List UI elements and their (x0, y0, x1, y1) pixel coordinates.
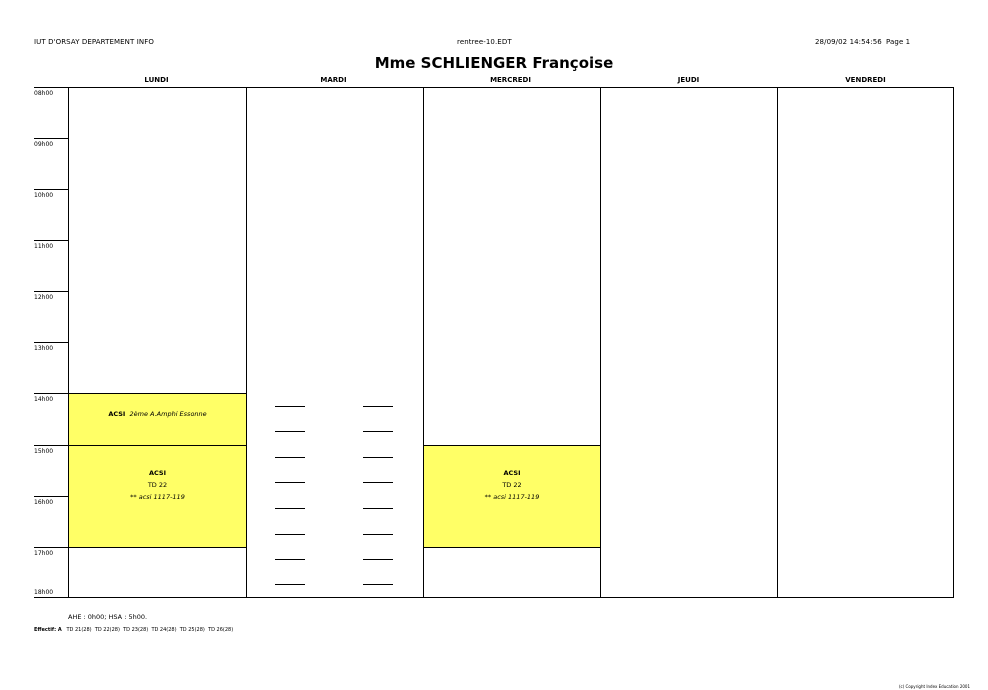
empty-slot-line (363, 431, 393, 432)
day-header-mercredi: MERCREDI (490, 76, 531, 84)
hour-label: 15h00 (34, 448, 54, 455)
header-page: Page 1 (886, 38, 911, 46)
day-header-jeudi: JEUDI (677, 76, 700, 84)
legend-item: TD 25(28) (179, 627, 205, 633)
hour-label: 09h00 (34, 141, 54, 148)
hour-label: 17h00 (34, 550, 54, 557)
empty-slot-line (275, 457, 305, 458)
event-subject: ACSI (108, 410, 126, 418)
empty-slot-line (275, 406, 305, 407)
hour-tick (34, 547, 68, 548)
event-lundi-acsi-amphi[interactable] (68, 393, 247, 446)
hour-tick (34, 291, 68, 292)
hour-tick (34, 87, 68, 88)
event-room: ** acsi 1117-119 (484, 493, 540, 501)
column-divider (777, 87, 778, 598)
event-subject: ACSI (503, 469, 521, 477)
event-detail: 2ème A.Amphi Essonne (129, 410, 207, 418)
hour-label: 18h00 (34, 589, 54, 596)
empty-slot-line (275, 584, 305, 585)
group-legend (34, 627, 233, 633)
legend-item: TD 22(28) (94, 627, 120, 633)
hour-tick (34, 189, 68, 190)
hour-tick (34, 597, 68, 598)
legend-item: TD 24(28) (151, 627, 177, 633)
empty-slot-line (275, 482, 305, 483)
hours-totals: AHE : 0h00; HSA : 5h00. (68, 613, 148, 621)
copyright-note: (c) Copyright Index Education 2001 (898, 684, 970, 689)
hour-tick (34, 496, 68, 497)
header-date: 28/09/02 14:54:56 (815, 38, 882, 46)
event-lundi-acsi-td[interactable] (68, 445, 247, 548)
hour-label: 08h00 (34, 90, 54, 97)
empty-slot-line (363, 482, 393, 483)
event-group: TD 22 (147, 481, 168, 489)
hour-tick (34, 445, 68, 446)
legend-item: TD 26(28) (208, 627, 234, 633)
header-institution: IUT D'ORSAY DEPARTEMENT INFO (34, 38, 154, 46)
hour-label: 12h00 (34, 294, 54, 301)
hour-label: 14h00 (34, 396, 54, 403)
empty-slot-line (275, 431, 305, 432)
hour-tick (34, 342, 68, 343)
hour-label: 11h00 (34, 243, 54, 250)
event-mercredi-acsi-td[interactable] (423, 445, 601, 548)
hour-tick (34, 138, 68, 139)
day-header-lundi: LUNDI (144, 76, 169, 84)
event-room: ** acsi 1117-119 (130, 493, 185, 501)
event-subject: ACSI (148, 469, 167, 477)
legend-item: TD 21(28) (66, 627, 92, 633)
header-filename: rentree-10.EDT (457, 38, 512, 46)
empty-slot-line (363, 406, 393, 407)
empty-slot-line (363, 584, 393, 585)
empty-slot-line (363, 534, 393, 535)
hour-label: 10h00 (34, 192, 54, 199)
empty-slot-line (363, 508, 393, 509)
day-header-mardi: MARDI (320, 76, 347, 84)
hour-tick (34, 393, 68, 394)
hour-label: 13h00 (34, 345, 54, 352)
empty-slot-line (363, 457, 393, 458)
hour-tick (34, 240, 68, 241)
page-title: Mme SCHLIENGER Françoise (374, 54, 614, 72)
hour-label: 16h00 (34, 499, 54, 506)
event-group: TD 22 (502, 481, 522, 489)
legend-item: TD 23(28) (123, 627, 149, 633)
empty-slot-line (363, 559, 393, 560)
legend-label: Effectif: A (34, 627, 62, 633)
empty-slot-line (275, 534, 305, 535)
empty-slot-line (275, 508, 305, 509)
empty-slot-line (275, 559, 305, 560)
day-header-vendredi: VENDREDI (845, 76, 886, 84)
